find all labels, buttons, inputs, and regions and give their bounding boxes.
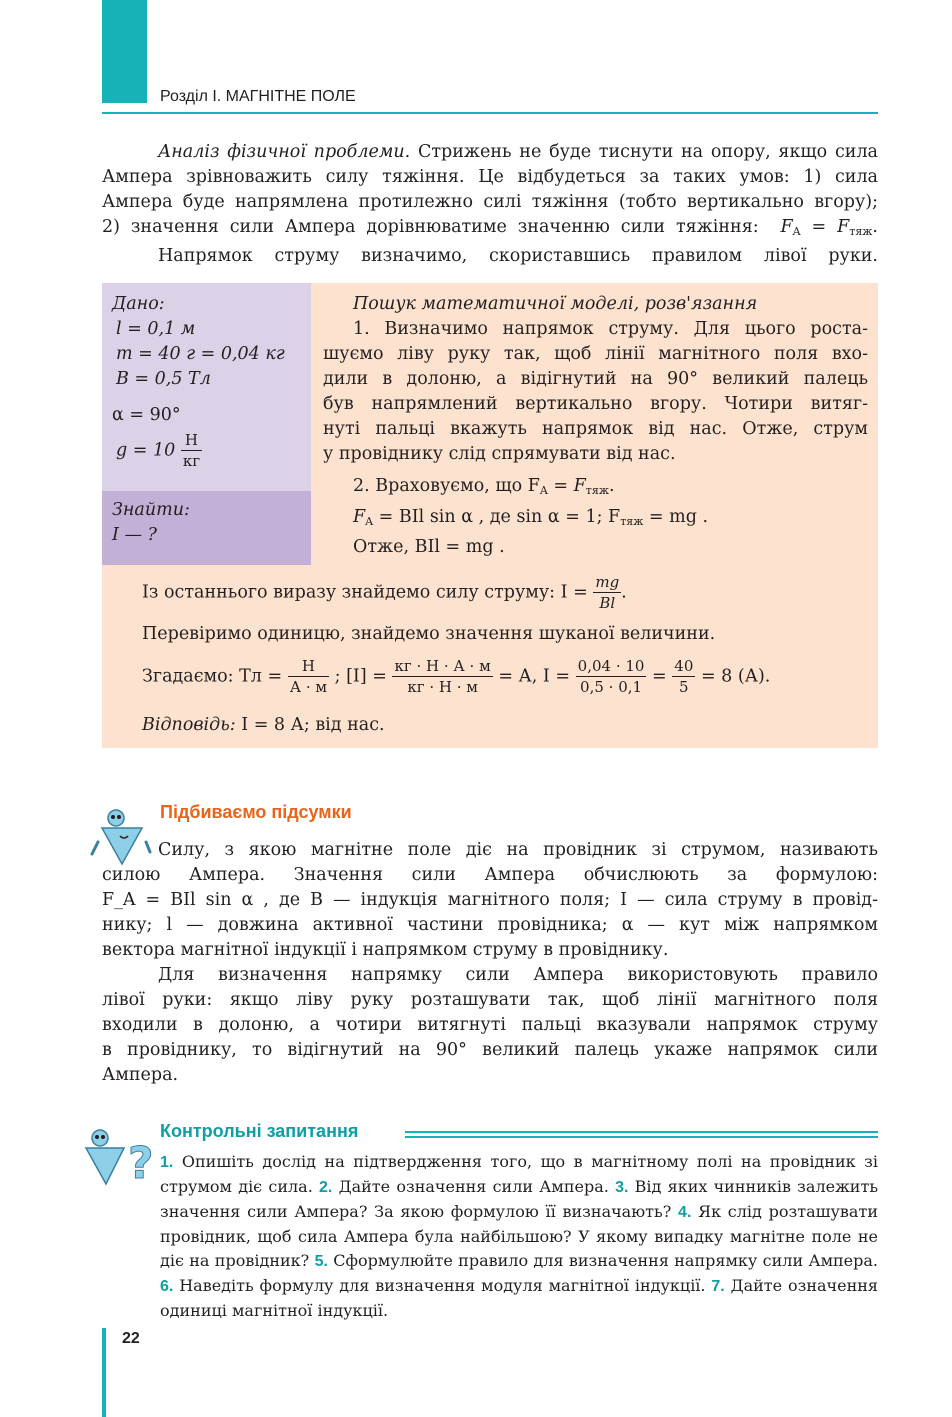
questions-title: Контрольні запитання [160, 1121, 359, 1141]
find-title: Знайти: [112, 500, 190, 520]
given-title: Дано: [112, 294, 165, 314]
given-l: l = 0,1 м [116, 319, 196, 339]
analysis-paragraph: Аналіз фізичної проблеми. Стрижень не буде тиснути на опору, якщо сила Ампера зрівноважить силу тяжіння. Це відбудеться за таких умов: 1) сила Ампера буде напрямлена протилежно силі тяжіння (тобто вертикально вгору); 2) значення сили Ампера дорівнюватиме значенню сили тяжіння: $F_A = F_{тяж}$. Напрямок струму визначимо, скориставшись правилом лівої руки. [102, 142, 878, 266]
solution-title: Пошук математичної моделі, розв'язання [353, 294, 758, 314]
question-7: 7. Дайте означення одиниці магнітної індукції. [160, 1276, 878, 1320]
analysis-lead: Аналіз фізичної проблеми. [158, 142, 411, 162]
header-divider [102, 112, 878, 114]
solution-text: Пошук математичної моделі, розв'язання 1. Визначимо напрямок струму. Для цього роста- шуємо ліву руку так, щоб лінії магнітного поля вхо- дили в долоню, а відігнутий на 90° великий палець був напрямлений вертикально вгору. Чотири витяг- нуті пальці вкажуть напрямок від нас. Отже, струм у провіднику слід спрямувати від нас. [323, 294, 868, 464]
given-m: m = 40 г = 0,04 кг [116, 344, 285, 364]
summary-paragraph: Силу, з якою магнітне поле діє на провідник зі струмом, називають силою Ампера. Значення сили Ампера обчислюють за формулою: F_A = BIl sin α , де B — індукція магнітного поля; I — сила струму в провід- нику; l — довжина активної частини провідника; α — кут між напрямком вектора магнітної індукції і напрямком струму в провіднику. Для визначення напрямку сили Ампера використовують правило лівої руки: якщо ліву руку розташувати так, щоб лінії магнітного поля входили в долоню, а чотири витягнуті пальці вказували напрямок струму в провіднику, то відігнутий на 90° великий палець укаже напрямок сили Ампера. [102, 840, 878, 1085]
given-b: B = 0,5 Тл [116, 369, 211, 389]
solution-check: Перевіримо одиницю, знайдемо значення шуканої величини. [142, 624, 716, 644]
question-3: 3. Від яких чинників залежить значення сили Ампера? За якою формулою її визначають? [160, 1177, 879, 1221]
solution-therefore: Отже, BIl = mg . [353, 537, 505, 557]
questions-list [160, 1150, 878, 1323]
page-number-bar [102, 1328, 106, 1417]
svg-text:?: ? [128, 1138, 154, 1189]
summary-title: Підбиваємо підсумки [160, 802, 352, 822]
questions-title-rule [405, 1131, 878, 1138]
solution-step2: 2. Враховуємо, що $F_A = F_{тяж}$. [353, 476, 615, 497]
solution-formula: $F_A$ = BIl sin α , де sin α = 1; $F_{тяж}$ = mg . [353, 507, 709, 528]
given-alpha: α = 90° [112, 405, 181, 425]
question-6: 6. Наведіть формулу для визначення модуля магнітної індукції. [160, 1276, 706, 1295]
given-g: g = 10 $\frac{Н}{кг}$ [116, 431, 201, 470]
solution-from-last: Із останнього виразу знайдемо силу струму: I = $\frac{mg}{Bl}$ . [142, 573, 627, 612]
header-accent-block [102, 0, 147, 103]
page-number: 22 [122, 1330, 140, 1347]
find-value: I — ? [112, 525, 157, 545]
question-1: 1. Опишіть дослід на підтвердження того, що в магнітному полі на провідник зі струмом діє сила. [160, 1152, 878, 1196]
mascot-question-icon [80, 1126, 154, 1190]
question-5: 5. Сформулюйте правило для визначення напрямку сили Ампера. [314, 1251, 879, 1270]
chapter-title: Розділ І. МАГНІТНЕ ПОЛЕ [160, 88, 356, 105]
solution-answer: Відповідь: I = 8 А; від нас. [142, 715, 385, 735]
question-2: 2. Дайте означення сили Ампера. [319, 1177, 609, 1196]
solution-units: Згадаємо: Тл = $\frac{Н}{А \cdot м}$ ; [I] = $\frac{кг \cdot Н \cdot А \cdot м}{кг \cdot Н \cdot м}$ = А, I = $\frac{0,04 \cdot 10}{0,5 \cdot 0,1}$ = $\frac{40}{5}$ = 8 (А). [142, 657, 771, 696]
question-4: 4. Як слід розташувати провідник, щоб сила Ампера була найбільшою? У якому випадку магнітне поле не діє на провідник? [160, 1202, 878, 1270]
